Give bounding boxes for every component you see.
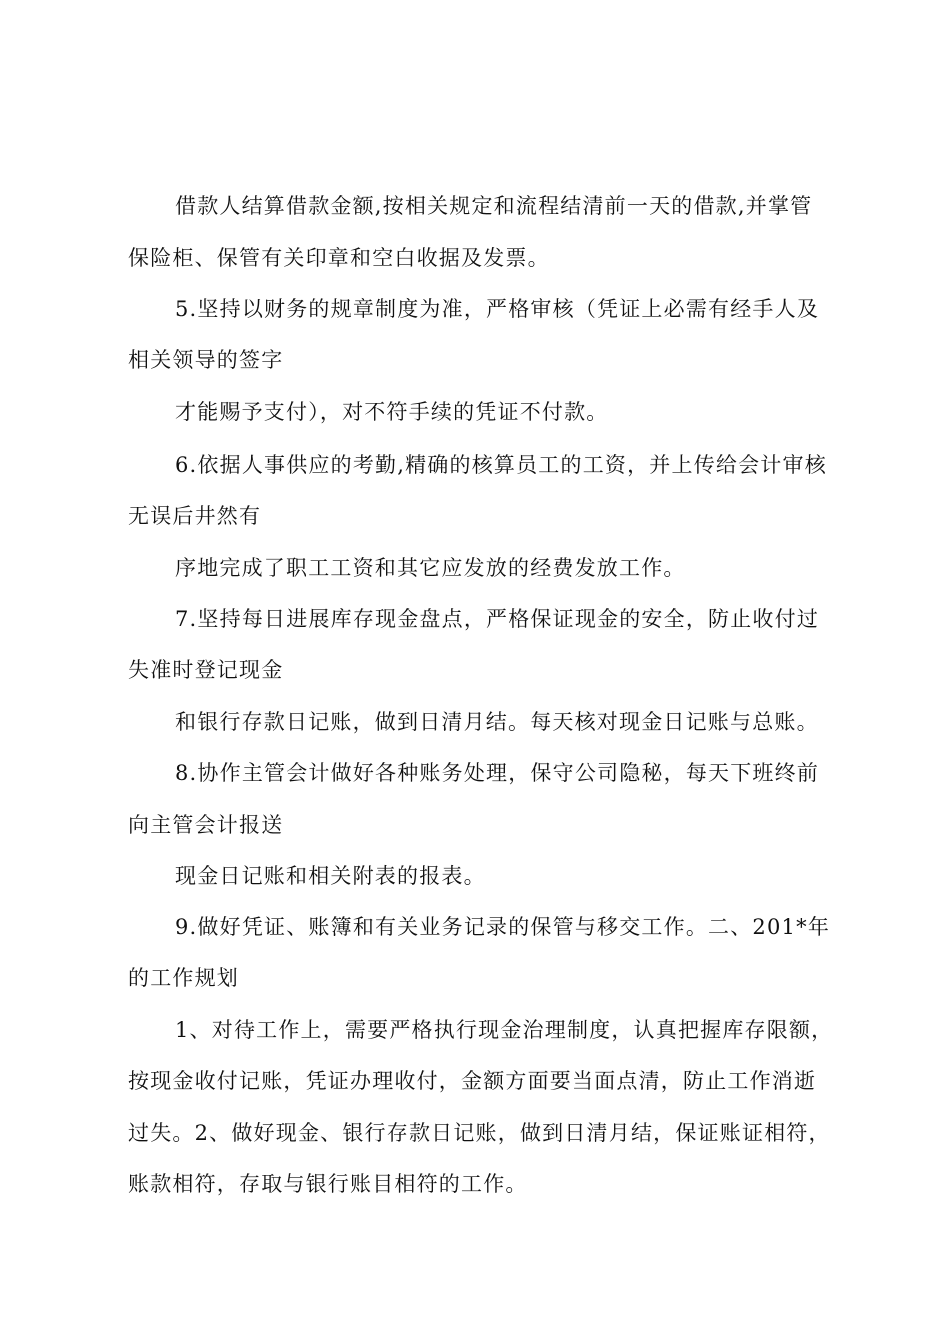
text-line: 借款人结算借款金额,按相关规定和流程结清前一天的借款,并掌管 <box>175 194 813 218</box>
text-line: 8.协作主管会计做好各种账务处理，保守公司隐秘，每天下班终前 <box>175 761 820 785</box>
text-line: 无误后井然有 <box>128 504 262 528</box>
text-line: 过失。2、做好现金、银行存款日记账，做到日清月结，保证账证相符， <box>128 1121 831 1145</box>
text-line: 相关领导的签字 <box>128 348 284 372</box>
text-line: 7.坚持每日进展库存现金盘点，严格保证现金的安全，防止收付过 <box>175 607 820 631</box>
text-line: 按现金收付记账，凭证办理收付，金额方面要当面点清，防止工作消逝 <box>128 1069 817 1093</box>
text-line: 保险柜、保管有关印章和空白收据及发票。 <box>128 246 550 270</box>
text-line: 5.坚持以财务的规章制度为准，严格审核（凭证上必需有经手人及 <box>175 297 820 321</box>
text-line: 现金日记账和相关附表的报表。 <box>175 864 486 888</box>
text-line: 的工作规划 <box>128 966 239 990</box>
text-line: 向主管会计报送 <box>128 813 284 837</box>
text-line: 9.做好凭证、账簿和有关业务记录的保管与移交工作。二、201*年 <box>175 915 831 939</box>
text-line: 账款相符，存取与银行账目相符的工作。 <box>128 1172 528 1196</box>
text-line: 和银行存款日记账，做到日清月结。每天核对现金日记账与总账。 <box>175 710 819 734</box>
text-line: 才能赐予支付），对不符手续的凭证不付款。 <box>175 400 609 424</box>
text-line: 失准时登记现金 <box>128 658 284 682</box>
text-line: 序地完成了职工工资和其它应发放的经费发放工作。 <box>175 556 686 580</box>
text-line: 6.依据人事供应的考勤,精确的核算员工的工资，并上传给会计审核 <box>175 453 827 477</box>
text-line: 1、对待工作上，需要严格执行现金治理制度，认真把握库存限额， <box>175 1018 834 1042</box>
